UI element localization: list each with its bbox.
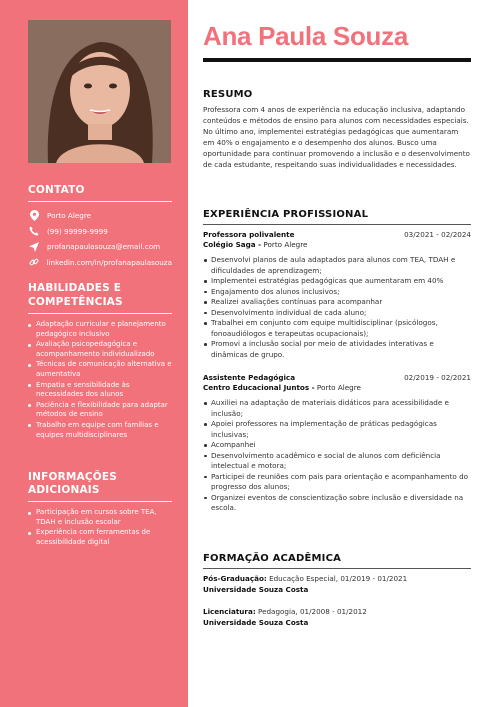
- contact-section: [28, 184, 172, 270]
- education-heading: FORMAÇÃO ACADÊMICA: [203, 553, 342, 564]
- job-entry: [203, 373, 471, 514]
- skills-section: [28, 282, 172, 441]
- phone-text: (99) 99999-9999: [47, 226, 108, 236]
- company-name: Colégio Saga -: [203, 240, 262, 249]
- summary-text: Professora com 4 anos de experiência na educação inclusiva, adaptando conteúdos e métodos de ensino para alunos com necessidades especiais. No último ano, implementei estratégias pedagógicas que aumentaram em 40% o engajamento e o desempenho dos alunos. Busco uma oportunidade para continuar promovendo a inclusão e o desenvolvimento de cada estudante, respeitando suas individualidades e necessidades.: [203, 105, 470, 169]
- list-item: Desenvolvimento acadêmico e social de alunos com deficiência intelectual e motora;: [203, 451, 471, 472]
- list-item: Implementei estratégias pedagógicas que aumentaram em 40%: [203, 276, 471, 287]
- list-item: Realizei avaliações contínuas para acompanhar: [203, 297, 471, 308]
- company-name: Centro Educacional Juntos -: [203, 383, 315, 392]
- contact-location: [28, 208, 172, 224]
- location-text: Porto Alegre: [47, 211, 92, 221]
- list-item: Técnicas de comunicação alternativa e aumentativa: [28, 360, 172, 379]
- education-detail: Pedagogia, 01/2008 - 01/2012: [255, 607, 367, 616]
- company-location: Porto Alegre: [261, 240, 308, 249]
- list-item: Apoiei professores na implementação de práticas pedagógicas inclusivas;: [203, 419, 471, 440]
- location-pin-icon: [28, 210, 40, 222]
- list-item: Auxiliei na adaptação de materiais didáticos para acessibilidade e inclusão;: [203, 398, 471, 419]
- job-company: [203, 383, 471, 393]
- list-item: Avaliação psicopedagógica e acompanhamento individualizado: [28, 340, 172, 359]
- email-text[interactable]: profanapaulasouza@email.com: [47, 242, 161, 252]
- portrait-image: [28, 20, 171, 163]
- list-item: Adaptação curricular e planejamento pedagógico inclusivo: [28, 320, 172, 339]
- education-level: Pós-Graduação:: [203, 574, 267, 583]
- list-item: Participei de reuniões com pais para orientação e acompanhamento do progresso dos alunos;: [203, 472, 471, 493]
- experience-heading: EXPERIÊNCIA PROFISSIONAL: [203, 209, 369, 220]
- additional-section: [28, 471, 172, 548]
- list-item: Organizei eventos de conscientização sobre inclusão e diversidade na escola.: [203, 493, 471, 514]
- list-item: Desenvolvimento individual de cada aluno;: [203, 308, 471, 319]
- name-underline: [203, 58, 471, 62]
- list-item: Engajamento dos alunos inclusivos;: [203, 287, 471, 298]
- profile-photo: [28, 20, 171, 163]
- job-title: Assistente Pedagógica: [203, 373, 296, 382]
- divider: [28, 501, 172, 502]
- link-icon: [28, 256, 40, 268]
- education-school: Universidade Souza Costa: [203, 584, 309, 594]
- summary-section: [203, 88, 471, 170]
- education-section: [203, 552, 471, 628]
- candidate-name: Ana Paula Souza: [203, 21, 408, 51]
- linkedin-text[interactable]: linkedin.com/in/profanapaulasouza: [46, 257, 172, 267]
- experience-section: [203, 208, 471, 514]
- list-item: Trabalhei em conjunto com equipe multidisciplinar (psicólogos, fonoaudiólogos e terapeutas ocupacionais);: [203, 318, 471, 339]
- summary-heading: RESUMO: [203, 89, 253, 100]
- list-item: Desenvolvi planos de aula adaptados para alunos com TEA, TDAH e dificuldades de aprendizagem;: [203, 255, 471, 276]
- company-location: Porto Alegre: [314, 383, 361, 392]
- job-title: Professora polivalente: [203, 230, 295, 239]
- divider: [28, 201, 172, 202]
- contact-email[interactable]: [28, 239, 172, 255]
- additional-list: [28, 508, 172, 547]
- contact-linkedin[interactable]: [28, 255, 172, 271]
- skills-list: [28, 320, 172, 440]
- job-dates: 03/2021 - 02/2024: [404, 230, 471, 239]
- job-dates: 02/2019 - 02/2021: [404, 373, 471, 382]
- divider: [28, 313, 172, 314]
- contact-phone: [28, 224, 172, 240]
- list-item: Promovi a inclusão social por meio de atividades interativas e dinâmicas de grupo.: [203, 339, 471, 360]
- divider: [203, 224, 471, 225]
- education-entry: [203, 574, 471, 595]
- divider: [203, 568, 471, 569]
- list-item: Acompanhei: [203, 440, 471, 451]
- list-item: Trabalho em equipe com famílias e equipes multidisciplinares: [28, 421, 172, 440]
- job-bullets: [203, 255, 471, 360]
- education-level: Licenciatura:: [203, 607, 256, 616]
- contact-heading: CONTATO: [28, 184, 85, 196]
- job-company: [203, 240, 471, 250]
- list-item: Paciência e flexibilidade para adaptar métodos de ensino: [28, 401, 172, 420]
- list-item: Experiência com ferramentas de acessibilidade digital: [28, 528, 172, 547]
- job-entry: [203, 230, 471, 360]
- list-item: Participação em cursos sobre TEA, TDAH e inclusão escolar: [28, 508, 172, 527]
- education-detail: Educação Especial, 01/2019 - 01/2021: [266, 574, 408, 583]
- sidebar: [0, 0, 188, 707]
- phone-icon: [28, 225, 40, 237]
- send-icon: [28, 241, 40, 253]
- additional-heading: INFORMAÇÕES ADICIONAIS: [28, 471, 118, 496]
- skills-heading: HABILIDADES E COMPETÊNCIAS: [28, 282, 123, 308]
- education-entry: [203, 607, 471, 628]
- job-bullets: [203, 398, 471, 514]
- list-item: Empatia e sensibilidade às necessidades dos alunos: [28, 381, 172, 400]
- education-school: Universidade Souza Costa: [203, 617, 309, 627]
